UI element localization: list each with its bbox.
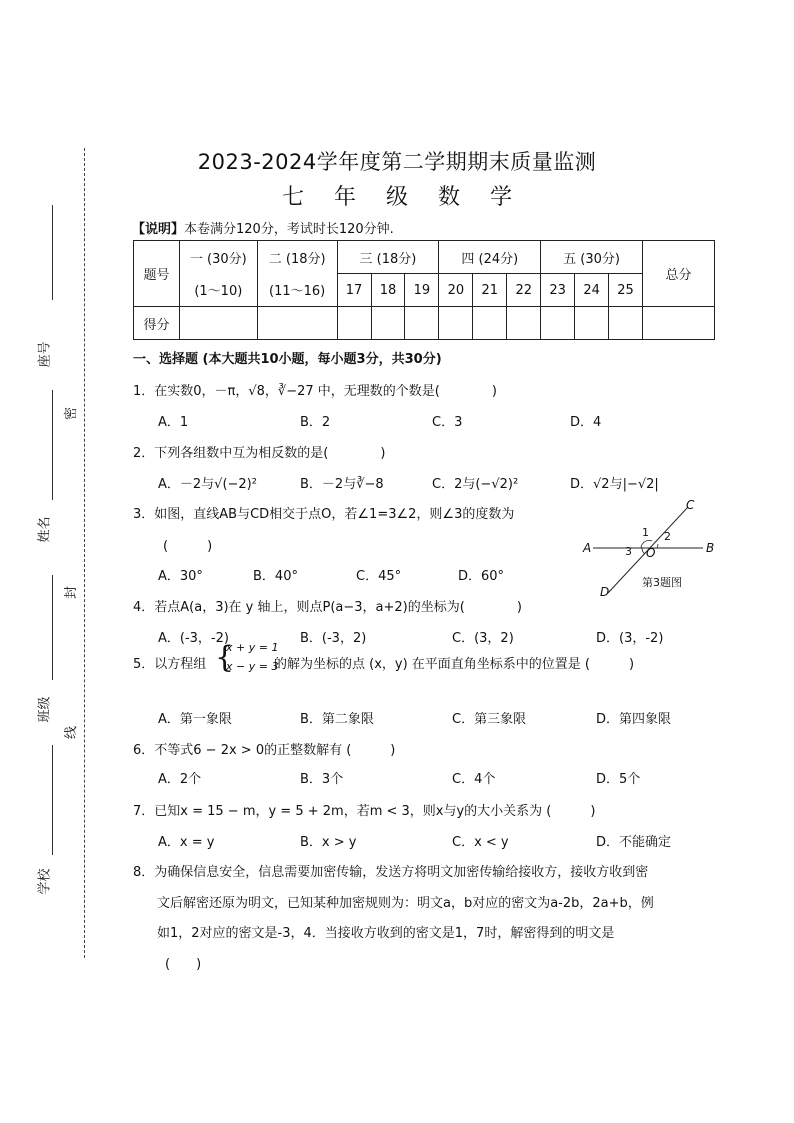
question-1: 1．在实数0，－π，√8，∛−27 中，无理数的个数是( ) <box>133 384 497 399</box>
score-cell[interactable] <box>541 307 575 340</box>
question-3: 3．如图，直线AB与CD相交于点O，若∠1=3∠2，则∠3的度数为 <box>133 507 515 522</box>
question-4: 4．若点A(a，3)在 y 轴上，则点P(a−3，a+2)的坐标为( ) <box>133 600 522 615</box>
score-cell[interactable] <box>507 307 541 340</box>
q3-option-a: A．30° <box>158 569 203 584</box>
class-write-line <box>52 575 53 680</box>
note-text: 本卷满分120分，考试时长120分钟. <box>184 222 394 237</box>
school-label: 学校 <box>37 868 53 895</box>
question-6: 6．不等式6 − 2x > 0的正整数解有 ( ) <box>133 743 396 758</box>
brace-icon: { <box>215 640 235 675</box>
angle-arc-2 <box>657 544 658 548</box>
score-group-5: 五 (30分) <box>541 241 643 274</box>
score-num: 23 <box>541 274 575 307</box>
seat-write-line <box>52 205 53 300</box>
label-angle-2: 2 <box>664 530 671 543</box>
score-num: 20 <box>439 274 473 307</box>
q8-answer-blank: ( ) <box>165 957 202 972</box>
q7-option-a: A．x = y <box>158 835 215 850</box>
figure-caption: 第3题图 <box>642 576 682 589</box>
score-num: 24 <box>575 274 609 307</box>
q6-option-b: B．3个 <box>300 772 344 787</box>
score-cell[interactable] <box>439 307 473 340</box>
score-num: 18 <box>371 274 405 307</box>
exam-title: 2023-2024学年度第二学期期末质量监测 <box>197 150 597 174</box>
seal-mi: 密 <box>64 406 80 421</box>
q5-option-a: A．第一象限 <box>158 712 232 727</box>
score-group-1: 一 (30分) <box>179 241 257 274</box>
score-cell[interactable] <box>575 307 609 340</box>
score-row-label-score: 得分 <box>134 307 180 340</box>
q3-option-d: D．60° <box>458 569 505 584</box>
score-cell[interactable] <box>473 307 507 340</box>
score-range-1: (1～10) <box>179 274 257 307</box>
binding-dashed-line <box>84 148 85 958</box>
label-d: D <box>600 585 610 599</box>
q3-option-c: C．45° <box>356 569 402 584</box>
score-cell[interactable] <box>257 307 337 340</box>
question-5-post: 的解为坐标的点 (x，y) 在平面直角坐标系中的位置是 ( ) <box>274 657 635 672</box>
label-c: C <box>686 498 695 512</box>
section-heading: 一、选择题 (本大题共10小题，每小题3分，共30分) <box>133 352 442 367</box>
note-tag: 【说明】 <box>132 222 185 237</box>
q4-option-a: A．(-3，-2) <box>158 631 229 646</box>
seal-xian: 线 <box>64 725 80 740</box>
question-8-line-2: 文后解密还原为明文，已知某种加密规则为：明文a，b对应的密文为a-2b，2a+b，例 <box>157 896 654 911</box>
q5-option-b: B．第二象限 <box>300 712 374 727</box>
q5-option-d: D．第四象限 <box>596 712 672 727</box>
label-a: A <box>583 541 592 555</box>
score-num: 22 <box>507 274 541 307</box>
score-group-4: 四 (24分) <box>439 241 541 274</box>
q6-option-a: A．2个 <box>158 772 202 787</box>
question-7: 7．已知x = 15 − m，y = 5 + 2m，若m < 3，则x与y的大小关系为 ( ) <box>133 804 596 819</box>
q4-option-b: B．(-3，2) <box>300 631 367 646</box>
q5-option-c: C．第三象限 <box>452 712 527 727</box>
score-num: 17 <box>337 274 371 307</box>
label-b: B <box>706 541 715 555</box>
q1-option-c: C．3 <box>432 415 463 430</box>
score-cell[interactable] <box>405 307 439 340</box>
question-2: 2．下列各组数中互为相反数的是( ) <box>133 446 386 461</box>
label-o: O <box>646 546 656 560</box>
q4-option-d: D．(3，-2) <box>596 631 664 646</box>
score-row-label-number: 题号 <box>134 241 180 307</box>
q5-equation-1: x + y = 1 <box>226 641 279 654</box>
label-angle-3: 3 <box>625 545 632 558</box>
q6-option-c: C．4个 <box>452 772 496 787</box>
score-cell[interactable] <box>643 307 715 340</box>
school-write-line <box>52 745 53 855</box>
score-group-3: 三 (18分) <box>337 241 439 274</box>
q6-option-d: D．5个 <box>596 772 641 787</box>
score-table <box>133 240 715 340</box>
exam-subtitle: 七年级数学 <box>281 185 542 210</box>
q3-option-b: B．40° <box>253 569 298 584</box>
score-num: 21 <box>473 274 507 307</box>
name-write-line <box>52 390 53 500</box>
question-8-line-3: 如1，2对应的密文是-3，4．当接收方收到的密文是1，7时，解密得到的明文是 <box>157 926 615 941</box>
q3-answer-blank: ( ) <box>163 539 213 554</box>
seat-label: 座号 <box>37 341 53 368</box>
q4-option-c: C．(3，2) <box>452 631 514 646</box>
seal-feng: 封 <box>64 585 80 600</box>
q7-option-b: B．x > y <box>300 835 357 850</box>
score-cell[interactable] <box>371 307 405 340</box>
score-total-label: 总分 <box>643 241 715 307</box>
label-angle-1: 1 <box>642 526 649 539</box>
name-label: 姓名 <box>37 516 53 543</box>
q1-option-a: A．1 <box>158 415 189 430</box>
q1-option-b: B．2 <box>300 415 331 430</box>
score-group-2: 二 (18分) <box>257 241 337 274</box>
score-cell[interactable] <box>179 307 257 340</box>
class-label: 班级 <box>37 696 53 723</box>
q7-option-d: D．不能确定 <box>596 835 672 850</box>
q2-option-b: B．－2与∛−8 <box>300 477 384 492</box>
q2-option-d: D．√2与|−√2| <box>570 477 659 492</box>
q2-option-a: A．－2与√(−2)² <box>158 477 257 492</box>
score-range-2: (11～16) <box>257 274 337 307</box>
q7-option-c: C．x < y <box>452 835 509 850</box>
q1-option-d: D．4 <box>570 415 602 430</box>
score-num: 19 <box>405 274 439 307</box>
q2-option-c: C．2与(−√2)² <box>432 477 519 492</box>
score-num: 25 <box>609 274 643 307</box>
score-cell[interactable] <box>337 307 371 340</box>
q5-equation-2: x − y = 3 <box>226 660 279 673</box>
exam-note <box>132 218 394 237</box>
score-cell[interactable] <box>609 307 643 340</box>
question-5-pre: 5．以方程组 <box>133 657 207 672</box>
question-8-line-1: 8．为确保信息安全，信息需要加密传输，发送方将明文加密传输给接收方，接收方收到密 <box>133 865 649 880</box>
